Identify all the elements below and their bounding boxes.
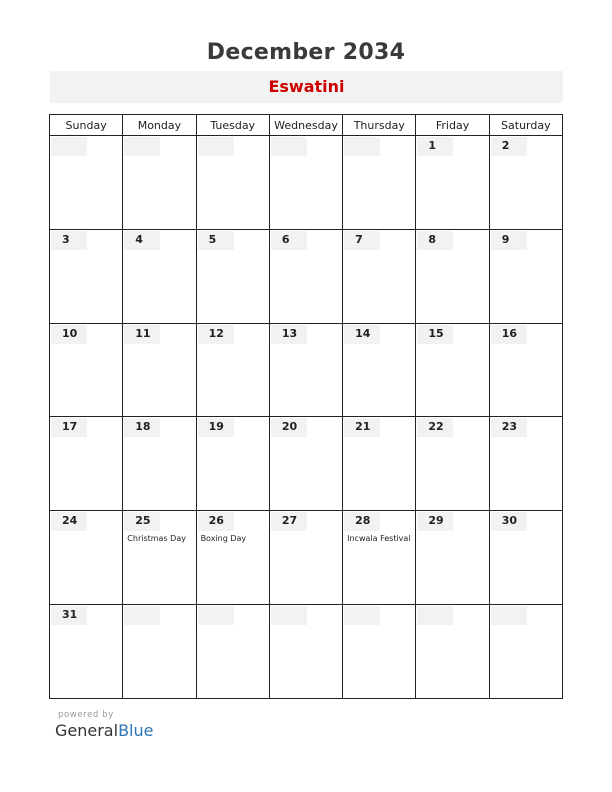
calendar-day-cell <box>343 136 416 230</box>
calendar-day-cell <box>416 136 489 230</box>
day-number: 15 <box>428 326 444 340</box>
day-number: 22 <box>428 420 444 434</box>
calendar-week-row <box>50 511 563 605</box>
calendar-day-cell <box>489 136 562 230</box>
calendar-day-cell <box>196 605 269 699</box>
day-number-box <box>124 606 160 625</box>
weekday-thursday: Thursday <box>343 115 416 136</box>
calendar-day-cell <box>196 323 269 417</box>
calendar-day-cell <box>50 136 123 230</box>
calendar-week-row <box>50 229 563 323</box>
day-number: 9 <box>501 232 510 246</box>
day-number-box <box>198 606 234 625</box>
powered-by-text: powered by <box>58 710 114 720</box>
day-number: 19 <box>208 420 224 434</box>
calendar-day-cell <box>416 605 489 699</box>
day-number-box <box>491 606 527 625</box>
day-number: 23 <box>501 420 517 434</box>
holiday-label: Incwala Festival <box>347 534 411 544</box>
calendar-day-cell <box>196 511 269 605</box>
calendar-day-cell <box>123 323 196 417</box>
day-number-box <box>271 137 307 156</box>
day-number: 13 <box>281 326 298 340</box>
calendar-day-cell <box>50 323 123 417</box>
day-number: 4 <box>135 232 143 246</box>
calendar-day-cell <box>489 511 562 605</box>
day-number-box <box>417 606 453 625</box>
calendar-day-cell <box>343 229 416 323</box>
day-number: 30 <box>501 514 517 528</box>
day-number-box <box>198 137 234 156</box>
country-banner <box>50 71 563 103</box>
calendar-day-cell <box>123 605 196 699</box>
calendar-day-cell <box>50 417 123 511</box>
calendar-day-cell <box>343 323 416 417</box>
calendar-day-cell <box>50 605 123 699</box>
calendar-grid <box>49 114 563 699</box>
day-number-box <box>344 137 380 156</box>
weekday-monday: Monday <box>123 115 196 136</box>
calendar-day-cell <box>269 605 342 699</box>
calendar-day-cell <box>269 229 342 323</box>
day-number: 11 <box>135 326 151 340</box>
weekday-saturday: Saturday <box>489 115 562 136</box>
day-number: 17 <box>62 420 78 434</box>
day-number: 16 <box>501 326 517 340</box>
day-number: 28 <box>355 514 371 528</box>
holiday-label: Christmas Day <box>127 534 186 544</box>
calendar-day-cell <box>489 417 562 511</box>
country-name: Eswatini <box>268 77 345 96</box>
day-number: 2 <box>501 139 510 152</box>
calendar-day-cell <box>269 323 342 417</box>
calendar-day-cell <box>123 229 196 323</box>
calendar-day-cell <box>50 229 123 323</box>
calendar-day-cell <box>123 417 196 511</box>
day-number: 20 <box>281 420 298 434</box>
day-number: 7 <box>355 232 363 246</box>
calendar-day-cell <box>416 229 489 323</box>
calendar-day-cell <box>416 323 489 417</box>
holiday-label: Boxing Day <box>200 534 247 544</box>
weekday-sunday: Sunday <box>50 115 123 136</box>
calendar-day-cell <box>196 417 269 511</box>
calendar-day-cell <box>269 136 342 230</box>
day-number: 12 <box>208 326 224 340</box>
calendar-day-cell <box>343 511 416 605</box>
day-number-box <box>271 606 307 625</box>
day-number: 8 <box>428 232 437 246</box>
day-number: 3 <box>62 232 70 246</box>
calendar-week-row <box>50 417 563 511</box>
calendar-day-cell <box>269 511 342 605</box>
day-number: 25 <box>135 514 151 528</box>
weekday-friday: Friday <box>416 115 489 136</box>
day-number: 26 <box>208 514 224 528</box>
calendar-day-cell <box>416 511 489 605</box>
day-number: 29 <box>428 514 444 528</box>
calendar-day-cell <box>343 605 416 699</box>
calendar-day-cell <box>416 417 489 511</box>
calendar-day-cell <box>489 323 562 417</box>
calendar-day-cell <box>343 417 416 511</box>
calendar-day-cell <box>196 136 269 230</box>
calendar-title: December 2034 <box>206 40 406 65</box>
day-number: 5 <box>208 232 217 246</box>
day-number: 18 <box>135 420 151 434</box>
calendar-week-row <box>50 605 563 699</box>
brand-blue-text: Blue <box>118 721 154 740</box>
calendar-day-cell <box>489 605 562 699</box>
day-number-box <box>51 137 87 156</box>
weekday-wednesday: Wednesday <box>269 115 342 136</box>
day-number-box <box>124 137 160 156</box>
day-number: 6 <box>281 232 290 246</box>
weekday-tuesday: Tuesday <box>196 115 269 136</box>
day-number: 24 <box>62 514 78 528</box>
day-number: 1 <box>428 139 437 152</box>
calendar-day-cell <box>123 511 196 605</box>
day-number: 14 <box>355 326 371 340</box>
calendar-day-cell <box>269 417 342 511</box>
weekday-header-row <box>50 115 563 136</box>
calendar-week-row <box>50 323 563 417</box>
calendar-day-cell <box>489 229 562 323</box>
day-number: 21 <box>355 420 371 434</box>
day-number: 31 <box>62 608 78 622</box>
calendar-week-row <box>50 136 563 230</box>
generalblue-logo[interactable] <box>55 721 153 740</box>
calendar-day-cell <box>196 229 269 323</box>
day-number-box <box>344 606 380 625</box>
day-number: 27 <box>281 514 298 528</box>
day-number: 10 <box>62 326 78 340</box>
calendar-day-cell <box>50 511 123 605</box>
brand-general-text: General <box>55 721 119 740</box>
calendar-day-cell <box>123 136 196 230</box>
